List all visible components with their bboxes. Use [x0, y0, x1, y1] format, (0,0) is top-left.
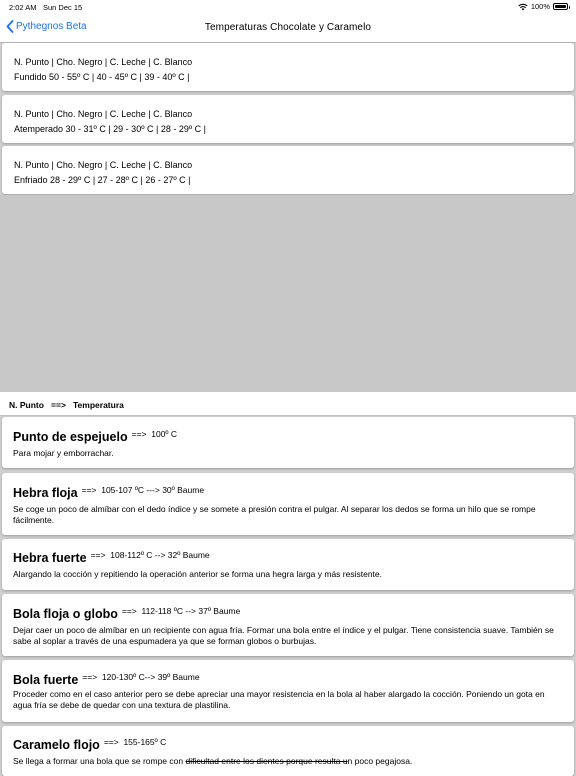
point-temperature: ==> 120-130º C--> 39º Baume: [82, 672, 200, 682]
battery-percent: 100%: [530, 2, 550, 11]
navigation-bar: [0, 14, 576, 43]
temperature-card-value: Fundido 50 - 55º C | 40 - 45º C | 39 - 40º C |: [14, 72, 190, 82]
point-description: Se coge un poco de almíbar con el dedo índice y se somete a presión contra el pulgar. Al separar los dedos se forma un hilo que se rompe fácilmente.: [13, 504, 536, 525]
point-card-bola-fuerte: [2, 660, 574, 722]
point-description: Alargando la cocción y repitiendo la operación anterior se forma una hegra larga y más resistente.: [13, 569, 383, 579]
status-right: [518, 2, 568, 11]
temperature-card-header: N. Punto | Cho. Negro | C. Leche | C. Blanco: [14, 160, 193, 170]
point-description: Dejar caer un poco de almíbar en un recipiente con agua fría. Formar una bola entre el índice y el pulgar. Tiene consistencia suave. También se sabe al soplar a través de una espumadera ya que se forman globos o burbujas.: [13, 625, 554, 646]
section-header: [0, 392, 576, 416]
point-name: Punto de espejuelo: [13, 430, 128, 444]
temperature-card-value: Atemperado 30 - 31º C | 29 - 30º C | 28 - 29º C |: [14, 124, 206, 134]
point-description-start: Se llega a formar una bola que se rompe con: [13, 756, 186, 766]
point-temperature: ==> 155-165º C: [103, 737, 167, 747]
page-title: Temperaturas Chocolate y Caramelo: [204, 22, 372, 33]
status-bar: [0, 0, 576, 14]
point-card-hebra-floja: [2, 473, 574, 535]
point-description: Proceder como en el caso anterior pero se debe apreciar una mayor resistencia en la bola al haber alargado la cocción. Poniendo un gota en agua fría se debe de quedar con una textura de plastilina.: [13, 689, 545, 710]
back-button-label[interactable]: Pythegnos Beta: [16, 21, 87, 32]
temperature-card-fundido: [2, 43, 574, 91]
temperature-card-value: Enfriado 28 - 29º C | 27 - 28º C | 26 - 27º C |: [14, 175, 191, 185]
point-temperature: ==> 100º C: [131, 429, 178, 439]
empty-gray-area: [0, 195, 576, 392]
status-time: 2:02 AM: [9, 3, 37, 12]
point-card-hebra-fuerte: [2, 539, 574, 590]
point-description: Para mojar y emborrachar.: [13, 448, 114, 458]
point-description-struck: dificultad entre los dientes porque resulta u: [185, 756, 348, 766]
point-temperature: ==> 108-112º C --> 32º Baume: [90, 550, 210, 560]
point-name: Bola fuerte: [13, 673, 79, 687]
point-name: Caramelo flojo: [13, 738, 100, 752]
temperature-card-atemperado: [2, 95, 574, 143]
point-description-end: n poco pegajosa.: [347, 756, 413, 766]
point-name: Hebra fuerte: [13, 551, 87, 565]
battery-icon: [553, 3, 568, 10]
status-date: Sun Dec 15: [43, 3, 83, 12]
temperature-card-header: N. Punto | Cho. Negro | C. Leche | C. Blanco: [14, 57, 193, 67]
point-description: [13, 756, 560, 767]
wifi-icon: [518, 3, 528, 11]
section-header-label: N. Punto ==> Temperatura: [9, 400, 124, 410]
point-card-espejuelo: [2, 417, 574, 468]
point-card-caramelo-flojo: [2, 726, 574, 776]
temperature-card-header: N. Punto | Cho. Negro | C. Leche | C. Blanco: [14, 109, 193, 119]
point-card-bola-floja: [2, 594, 574, 656]
point-name: Hebra floja: [13, 486, 78, 500]
point-temperature: ==> 105-107 ºC ---> 30º Baume: [81, 485, 205, 495]
point-temperature: ==> 112-118 ºC --> 37º Baume: [121, 606, 241, 616]
point-name: Bola floja o globo: [13, 607, 118, 621]
temperature-card-enfriado: [2, 146, 574, 194]
